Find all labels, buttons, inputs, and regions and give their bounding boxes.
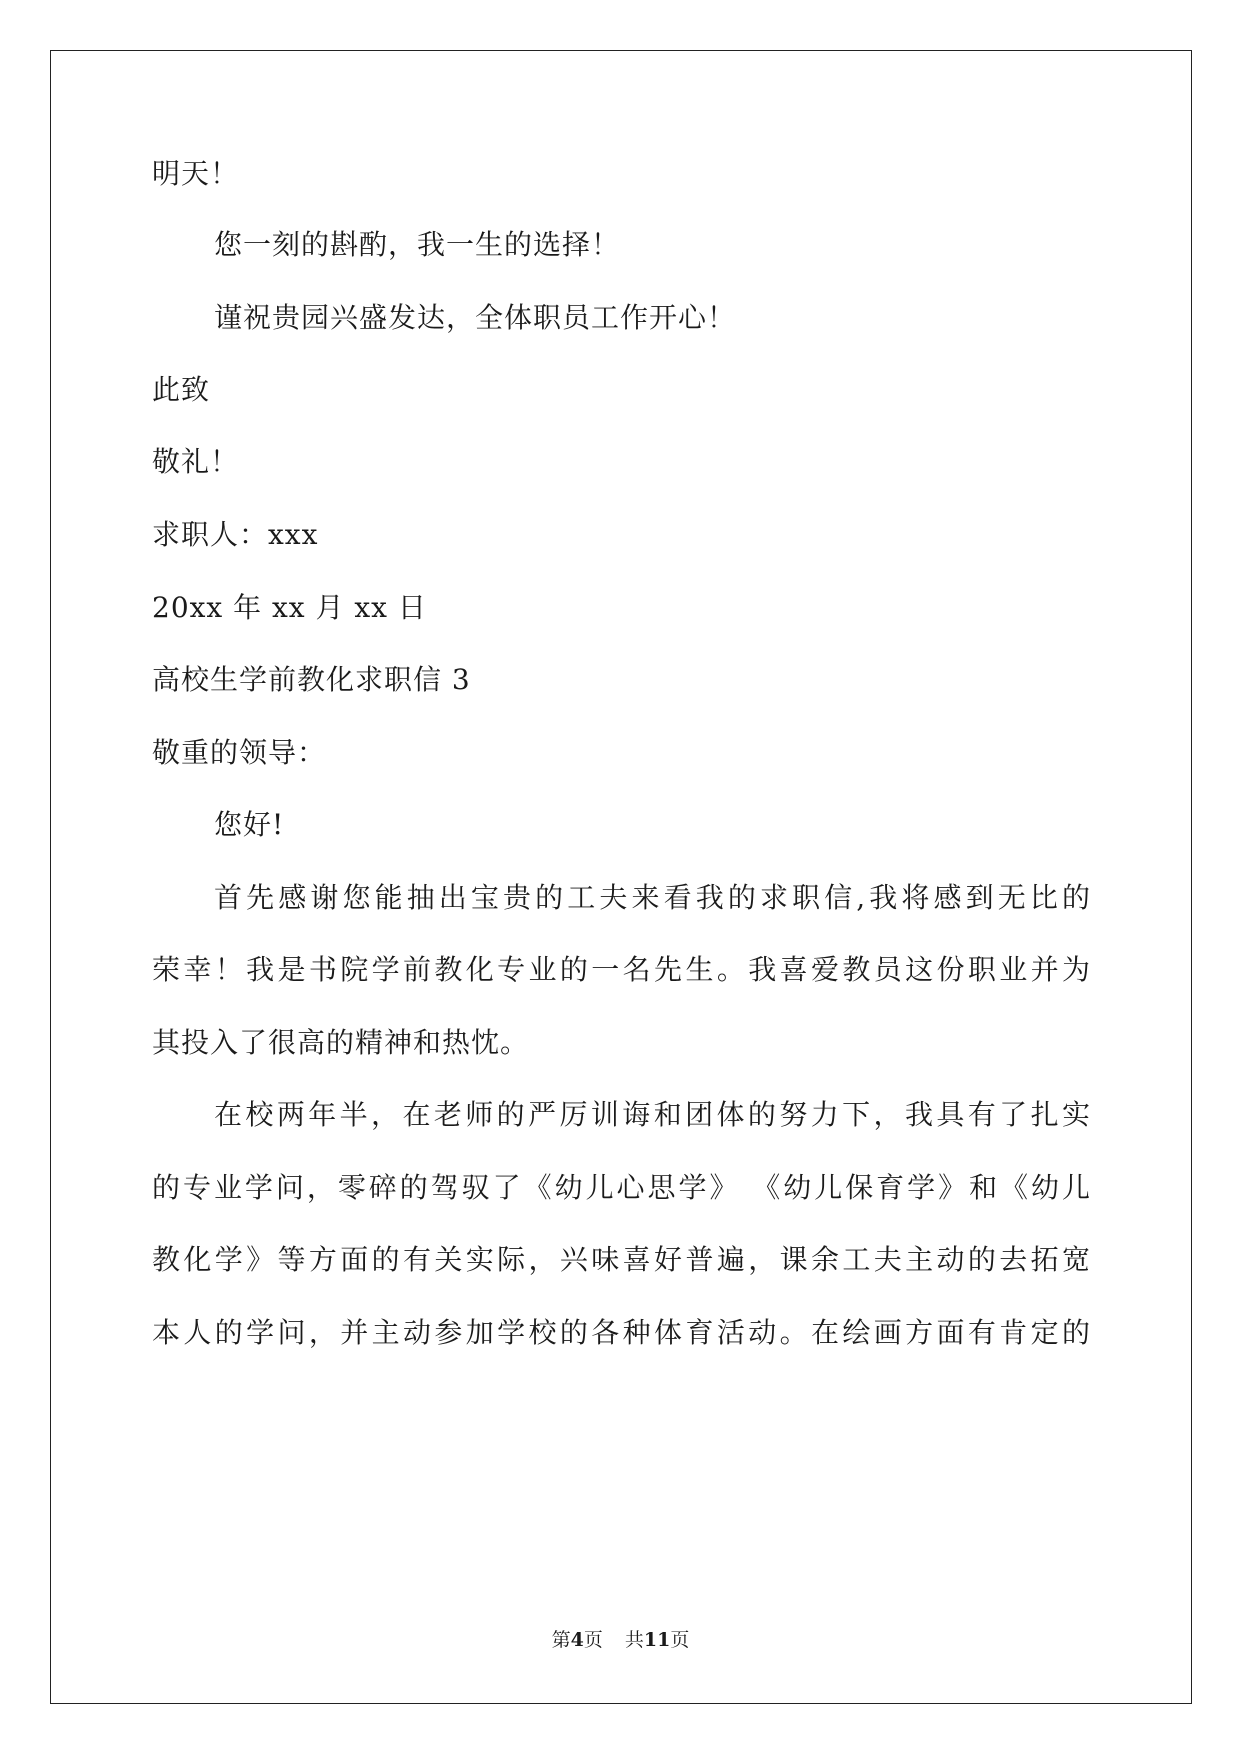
total-unit: 页 <box>670 1629 690 1651</box>
page-border <box>50 50 1192 1704</box>
section-title: 高校生学前教化求职信 3 <box>152 663 471 696</box>
paragraph-line: 荣幸！我是书院学前教化专业的一名先生。我喜爱教员这份职业并为 <box>152 953 1090 986</box>
page-number: 4 <box>570 1629 584 1651</box>
paragraph-line: 教化学》等方面的有关实际，兴味喜好普遍，课余工夫主动的去拓宽 <box>152 1243 1090 1276</box>
page-prefix: 第 <box>551 1629 571 1651</box>
total-prefix: 共 <box>624 1629 644 1651</box>
text-line: 明天！ <box>152 157 240 190</box>
greeting: 您好! <box>214 808 285 841</box>
paragraph-line: 本人的学问，并主动参加学校的各种体育活动。在绘画方面有肯定的 <box>152 1316 1090 1349</box>
applicant-signature: 求职人：xxx <box>152 518 319 551</box>
paragraph-line: 在校两年半，在老师的严厉训诲和团体的努力下，我具有了扎实 <box>214 1098 1090 1131</box>
page-unit: 页 <box>583 1629 603 1651</box>
text-line: 您一刻的斟酌，我一生的选择！ <box>214 228 621 261</box>
paragraph-line: 的专业学问，零碎的驾驭了《幼儿心思学》 《幼儿保育学》和《幼儿 <box>152 1171 1090 1204</box>
paragraph-line: 首先感谢您能抽出宝贵的工夫来看我的求职信,我将感到无比的 <box>214 881 1090 914</box>
letter-date: 20xx 年 xx 月 xx 日 <box>152 591 427 624</box>
paragraph-line: 其投入了很高的精神和热忱。 <box>152 1026 530 1059</box>
closing-phrase: 此致 <box>152 373 211 406</box>
page-footer <box>0 1628 1241 1652</box>
total-pages: 11 <box>643 1629 671 1651</box>
salutation: 敬重的领导： <box>152 736 327 769</box>
text-line: 谨祝贵园兴盛发达，全体职员工作开心！ <box>214 301 737 334</box>
closing-salutation: 敬礼！ <box>152 445 240 478</box>
